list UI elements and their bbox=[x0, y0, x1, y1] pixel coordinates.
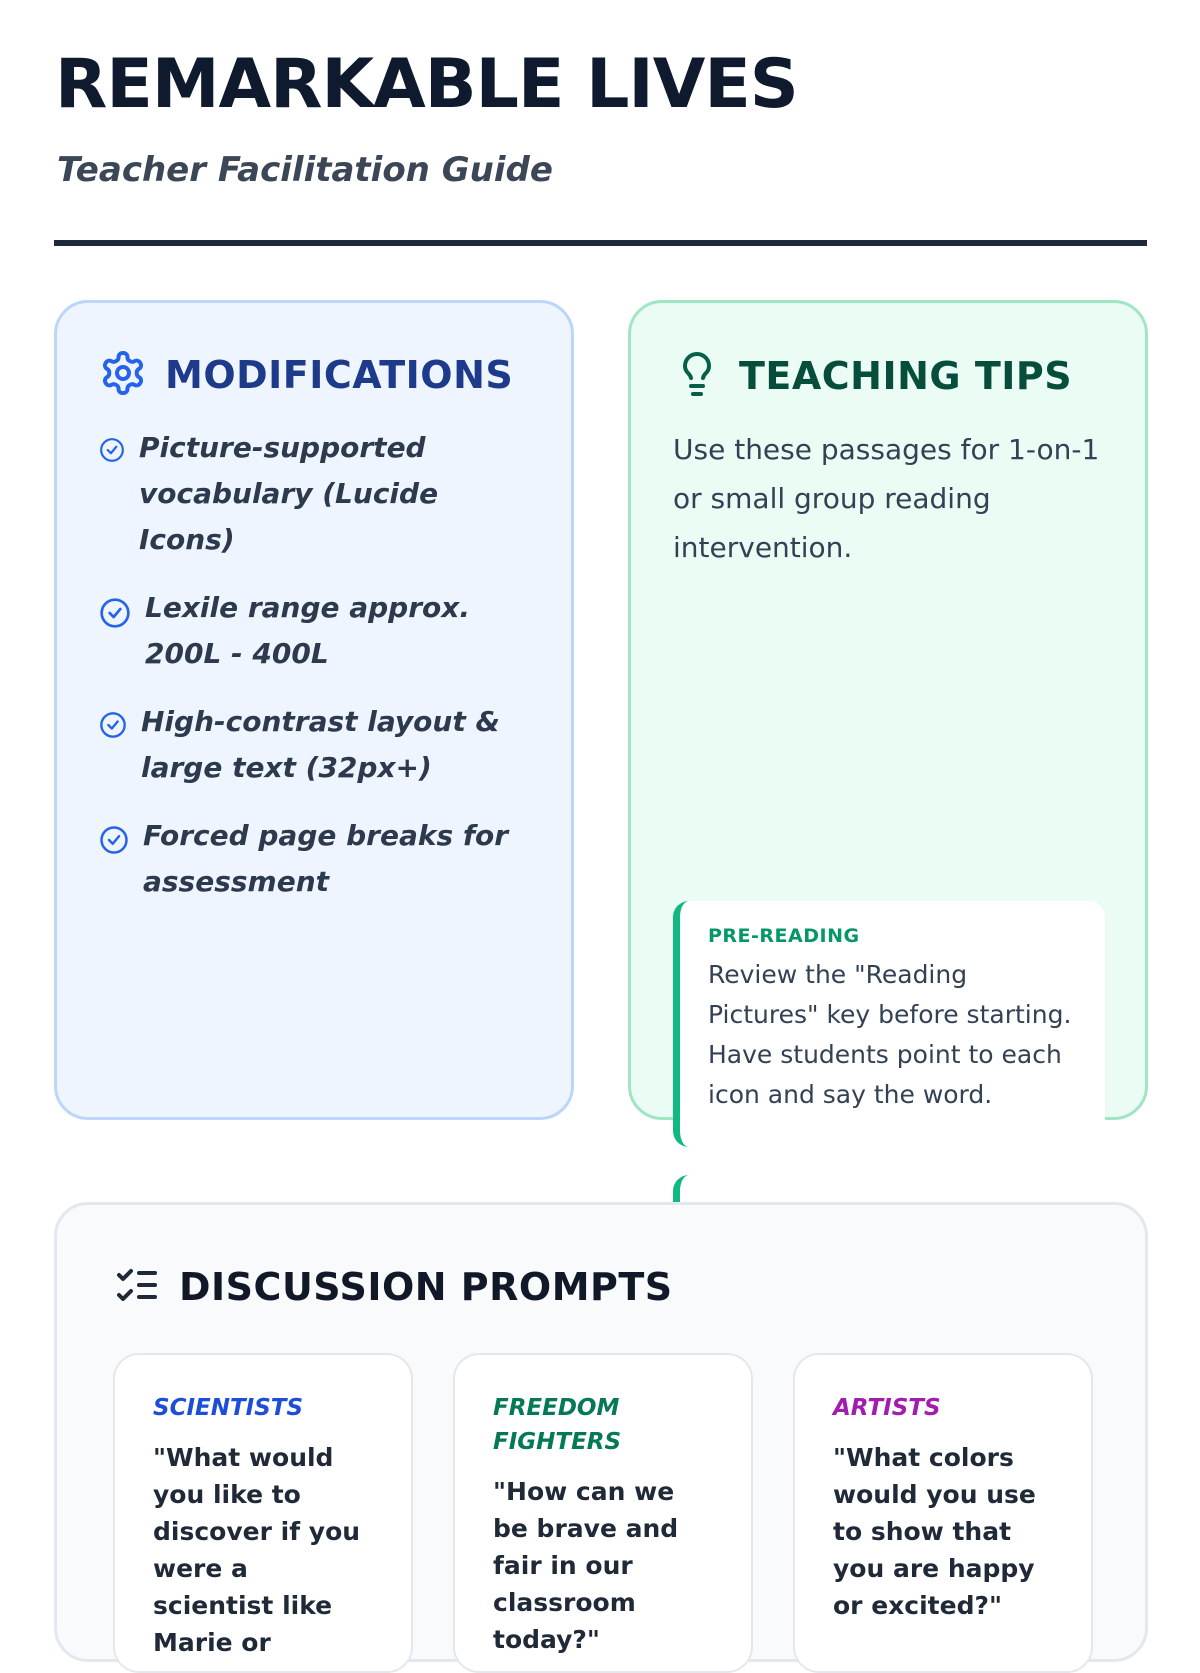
modification-text: Forced page breaks for assessment bbox=[143, 819, 509, 898]
modification-text: Picture-supported vocabulary (Lucide Icons) bbox=[139, 431, 439, 556]
prompt-card-scientists bbox=[113, 1353, 413, 1673]
modifications-list bbox=[99, 425, 539, 927]
check-circle-icon bbox=[99, 825, 129, 905]
teaching-tips-heading: TEACHING TIPS bbox=[739, 354, 1073, 398]
list-item bbox=[99, 585, 539, 677]
prompt-card-artists bbox=[793, 1353, 1093, 1673]
modifications-card bbox=[54, 300, 574, 1120]
prompt-question: "What would you like to discover if you were a scientist like Marie or bbox=[153, 1443, 361, 1657]
tip-label: PRE-READING bbox=[708, 925, 860, 947]
modification-text: Lexile range approx. 200L - 400L bbox=[145, 591, 470, 670]
prompt-category: FREEDOM FIGHTERS bbox=[493, 1395, 622, 1455]
list-checks-icon bbox=[113, 1261, 161, 1313]
discussion-header bbox=[113, 1261, 673, 1313]
check-circle-icon bbox=[99, 711, 127, 791]
page-title: REMARKABLE LIVES bbox=[55, 45, 798, 124]
modification-text: High-contrast layout & large text (32px+) bbox=[141, 705, 500, 784]
modifications-header bbox=[99, 349, 513, 401]
prompt-category: ARTISTS bbox=[833, 1395, 941, 1421]
gear-icon bbox=[99, 349, 147, 401]
prompt-question: "How can we be brave and fair in our classroom today?" bbox=[493, 1477, 679, 1654]
modifications-heading: MODIFICATIONS bbox=[165, 353, 514, 397]
lightbulb-icon bbox=[673, 349, 721, 403]
tip-text: Review the "Reading Pictures" key before starting. Have students point to each icon and say the word. bbox=[708, 960, 1072, 1109]
list-item bbox=[99, 813, 539, 905]
check-circle-icon bbox=[99, 597, 131, 677]
teaching-tips-intro: Use these passages for 1-on-1 or small group reading intervention. bbox=[673, 433, 1100, 564]
title-divider bbox=[54, 240, 1147, 246]
prompt-category: SCIENTISTS bbox=[153, 1395, 304, 1421]
prompt-question: "What colors would you use to show that you are happy or excited?" bbox=[833, 1443, 1036, 1620]
list-item bbox=[99, 425, 539, 563]
page-subtitle: Teacher Facilitation Guide bbox=[57, 150, 553, 190]
tip-pre-reading bbox=[673, 901, 1105, 1147]
discussion-prompts-card bbox=[54, 1202, 1148, 1662]
list-item bbox=[99, 699, 539, 791]
teaching-tips-header bbox=[673, 349, 1072, 403]
prompt-card-freedom-fighters bbox=[453, 1353, 753, 1673]
discussion-heading: DISCUSSION PROMPTS bbox=[179, 1265, 673, 1309]
teaching-tips-card bbox=[628, 300, 1148, 1120]
check-circle-icon bbox=[99, 437, 125, 563]
